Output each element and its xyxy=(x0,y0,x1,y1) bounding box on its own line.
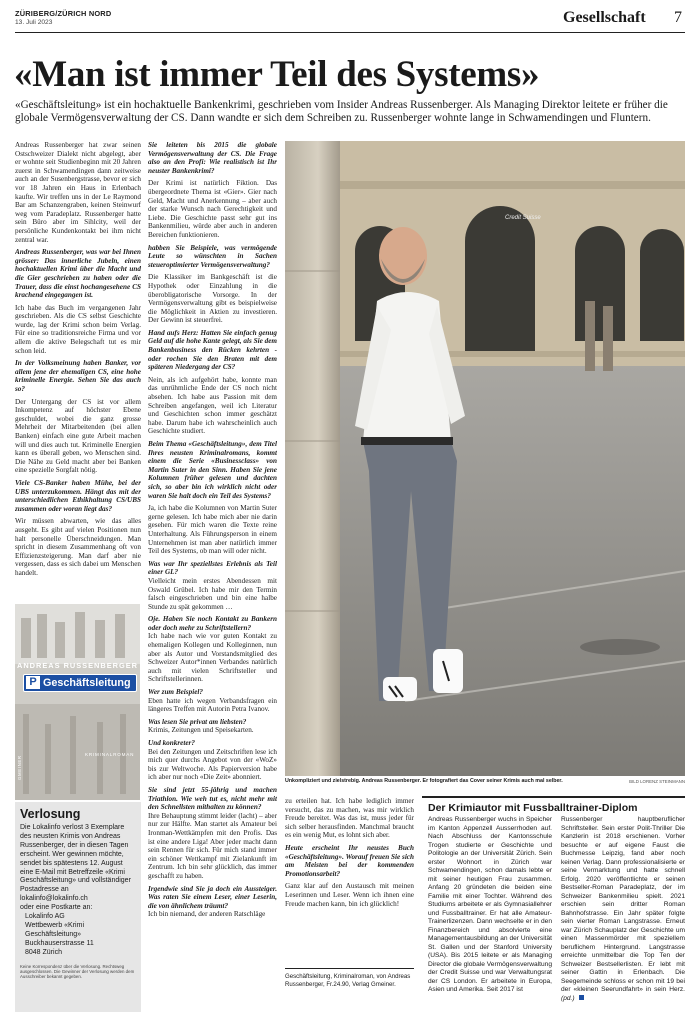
book-genre: KRIMINALROMAN xyxy=(85,752,135,757)
col2-question: Oje. Haben Sie noch Kontakt zu Bankern oder doch mehr zu Schriftstellern? xyxy=(148,615,277,632)
address-line: 8048 Zürich xyxy=(25,948,62,956)
photo-credit: BILD LORENZ STEINMANN xyxy=(629,779,685,784)
col3-question: Heute erscheint Ihr neustes Buch «Geschäftsleitung». Worauf freuen Sie sich am Meisten bei der kommenden Promotionsarbeit? xyxy=(285,843,414,878)
bio-title: Der Krimiautor mit Fussballtrainer-Diplom xyxy=(428,802,638,814)
page-number: 7 xyxy=(674,9,682,26)
headline: «Man ist immer Teil des Systems» xyxy=(14,54,540,95)
book-publisher: GMEINER xyxy=(17,755,22,780)
portrait-photo-illustration xyxy=(285,141,685,776)
col2-question: Beim Thema «Geschäftsleitung», dem Titel Ihres neusten Kriminalromans, kommt einem die Serie «Businessclass» von Martin Suter in den Sinn. Haben Sie jene Kolumnen früher gelesen und dachten sich, so aber bin ich wirklich nicht oder waren Sie halt doch ein Teil des Systems? xyxy=(148,440,277,500)
book-cover-art xyxy=(15,604,140,800)
book-info-divider xyxy=(285,968,414,969)
bio-column-b xyxy=(561,816,685,1016)
book-title-sign xyxy=(23,674,137,692)
article-column-3 xyxy=(285,797,414,967)
col2-question: Irgendwie sind Sie ja doch ein Aussteiger. Was raten Sie einem Leser, einer Leserin, die von ähnlichem träumt? xyxy=(148,884,277,910)
col2-para: Ihre Behauptung stimmt leider (lacht) – aber nur zur Hälfte. Man startet als Amateur bei Ironman-Wettkämpfen mit den Profis. Das ist eine andere Liga! Aber jeder macht dann sein Rennen für sich. Für mich stand immer ein schöner Wettkampf mit Zielankunft im Zentrum. Ich bin sehr glücklich, das immer geschafft zu haben. xyxy=(148,811,277,880)
col2-question: Hand aufs Herz: Hatten Sie einfach genug Geld auf die hohe Kante gelegt, als Sie dem Bankenbusiness den Rücken kehrten - oder rochen Sie den Braten mit dem späteren Niedergang der CS? xyxy=(148,328,277,372)
col2-para: Ich habe nach wie vor guten Kontakt zu ehemaligen Kollegen und Kolleginnen, nun aber als Autor und Vorstandsmitglied des Schweizer Autor*innen Verbandes natürlich auch mit vielen Schriftsteller und Schriftstellerinnen. xyxy=(148,632,277,684)
col1-para: Andreas Russenberger hat zwar seinen Ostschweizer Dialekt nicht abgelegt, aber er wohnte seit Studienbeginn mit 20 Jahren zuerst in Schwamendingen dann zeitweise auch an der Susenbergstrasse, bevor er sich vor 18 Jahren ein Haus in Erlenbach kaufte. Wir treffen uns in der Le Raymond Bar am Schanzengraben, keinen Steinwurf weg vom Paradeplatz. Russenberger hatte sein Büro aber im Sihlcity, weil der persönliche Kundenkontakt bei ihm nicht zentral war. xyxy=(15,141,141,244)
col2-question: Was lesen Sie privat am liebsten? xyxy=(148,717,247,726)
col2-question: Sie sind jetzt 55-jährig und machen Triathlon. Wie weh tut es, nicht mehr mit den Schnellsten mithalten zu können? xyxy=(148,785,277,812)
bio-top-rule xyxy=(422,796,685,798)
col2-question: Wer zum Beispiel? xyxy=(148,688,203,697)
bio-signature: (pd.) xyxy=(561,994,575,1002)
col2-question: Sie leiteten bis 2015 die globale Vermögensverwaltung der CS. Die Frage also an den Profi: Wie realistisch ist Ihr neuster Bankenkrimi? xyxy=(148,141,277,175)
lead-text: «Geschäftsleitung» ist ein hochaktuelle Bankenkrimi, geschrieben vom Insider Andreas Russenberger. Als Managing Direktor leitete er früher die globale Vermögensverwaltung der CS. Dann wandte er sich dem Schreiben zu. Russenberger wohnte lange in Schwamendingen und Fluntern. xyxy=(15,99,668,124)
col2-para: Vielleicht mein erstes Abendessen mit Oswald Grübel. Ich habe mir den Termin falsch eingeschrieben und bin eine halbe Stunde zu spät gekommen … xyxy=(148,576,277,611)
col2-question: Was war Ihr speziellstes Erlebnis als Teil einer GL? xyxy=(148,559,277,577)
header-divider xyxy=(15,32,685,33)
address-line: Lokalinfo AG xyxy=(25,913,65,921)
verlosung-address xyxy=(20,913,136,958)
col3-para: zu erteilen hat. Ich habe lediglich immer versucht, das zu machen, was mir wirklich Freude bereitet. Was das ist, muss jeder für sich selber herausfinden. Manchmal braucht es ein wenig Mut, es lohnt sich aber. xyxy=(285,797,414,840)
col2-para: Krimis, Zeitungen und Speisekarten. xyxy=(148,726,254,735)
bio-column-b-text: Russenberger hauptberuflicher Schriftsteller. Sein erster Polit-Thriller Die Kanzlerin ist 2018 erschienen. Vorher besuchte er auf eigene Faust die Buchmesse Leipzig, fand aber noch keinen Verlag. Dann professionalisierte er seine Vermarktung und hatte schnell Erfolg. 2020 veröffentlichte er seinen Bestseller-Roman Paradeplatz, der im Schweizer Bankenmilieu spielt. 2021 erschien sein dritter Roman Bahnhofstrasse. Ein Jahr später folgte sein vierter Roman Langstrasse. Erneut war Zürich Schauplatz der Geschichte um einen Massenmörder mit speziellem beruflichem Hintergrund. Langstrasse erreichte unmittelbar die Top Ten der Schweizer Bestsellerlisten. Er lebt mit seiner Gattin in Erlenbach. Die Seegemeinde schloss er schon mit 19 bei der «kleinen Seerundfahrt» in sein Herz. xyxy=(561,816,685,993)
photo-caption: Unkompliziert und zielstrebig. Andreas Russenberger. Er fotografiert das Cover seiner Krimis auch mal selber. xyxy=(285,778,563,784)
bio-column-a: Andreas Russenberger wuchs in Speicher im Kanton Appenzell Ausserrhoden auf. Nach Abschluss der Kantonsschule Trogen studierte er Geschichte und Politologie an der Universität Zürich. Sein erster Wohnort in Zürich war Schwamendingen, schon damals lebte er mit seiner heutigen Frau zusammen. Anfang 20 gründeten die beiden eine Familie mit einer Tochter. Während des Studiums arbeitete er als Gymnasiallehrer und Fussballtrainer. Er hat alle Amateur-Trainerlizenzen. Dann wechselte er in den Finanzbereich und absolvierte eine Managementausbildung an der Universität St. Gallen und der Stanford University (USA). Bis 2015 leitete er als Managing Director die globale Vermögensverwaltung der Credit Suisse und war Verwaltungsrat der CS London. Er arbeitete in Europa, Asien und Amerika. Seit 2017 ist xyxy=(428,816,552,993)
parking-sign-icon: P xyxy=(26,676,40,689)
col2-para: Ja, ich habe die Kolumnen von Martin Suter gerne gelesen. Ich habe mich aber nie darin gesehen. Für mich waren die Texte reine Unterhaltung. Als Führungsperson in einem Unternehmen ist man aber natürlich immer Teil des Systems, ob man will oder nicht. xyxy=(148,504,277,556)
address-line: Buckhauserstrasse 11 xyxy=(25,939,94,947)
article-column-1 xyxy=(15,141,141,603)
col1-question: Viele CS-Banker haben Mühe, bei der UBS unterzukommen. Hängt das mit der unterschiedlichen Ethikhaltung CS/UBS zusammen oder woran liegt das? xyxy=(15,478,141,513)
verlosung-title: Verlosung xyxy=(20,807,81,821)
col2-para: Die Klassiker im Bankgeschäft ist die Hypothek oder Einzahlung in die überobligatorische Vorsorge. In der Vermögensverwaltung gibt es beispielweise die Möglichkeit in Aktien zu investieren. Der Gewinn ist steuerfrei. xyxy=(148,273,277,325)
bank-sign: Credit Suisse xyxy=(505,215,541,221)
book-title: Geschäftsleitung xyxy=(43,677,131,689)
verlosung-email[interactable]: lokalinfo@lokalinfo.ch xyxy=(20,895,88,903)
verlosung-post-intro: oder eine Postkarte an: xyxy=(20,904,93,912)
col1-para: Ich habe das Buch im vergangenen Jahr geschrieben. Als die CS selbst Geschichte wurde, lag der Krimi schon beim Verlag. Für eine so traditionsreiche Firma und vor allem die aktive Belegschaft tut es mir schon leid. xyxy=(15,303,141,355)
col2-para: Bei den Zeitungen und Zeitschriften lese ich mich quer durchs Angebot von der «WoZ» bis zur Weltwoche. Als Papierversion habe ich aber nur noch «Die Zeit» abonniert. xyxy=(148,747,277,782)
article-photo xyxy=(285,141,685,776)
col2-para: Eben hatte ich wegen Verbandsfragen ein längeres Treffen mit Autorin Petra Ivanov. xyxy=(148,696,277,714)
col1-para: Der Untergang der CS ist vor allem Inkompetenz auf höchster Ebene geschuldet, wobei die ganz grosse Mehrheit der Mitarbeitenden (bei allen Banken) einfach eine gute Arbeit machen will und dies auch tut. Kriminelle Energien kann es überall geben, wo Menschen sind. Die Nähe zu Geld macht aber bei Banken eine spezielle Sorgfalt nötig. xyxy=(15,397,141,475)
article-column-2 xyxy=(148,141,277,1011)
issue-date: 13. Juli 2023 xyxy=(15,19,53,26)
col2-question: Und konkreter? xyxy=(148,739,195,747)
book-author: ANDREAS RUSSENBERGER xyxy=(16,661,139,670)
end-mark-icon xyxy=(579,995,584,1000)
col2-question: habben Sie Beispiele, was vermögende Leute so wünschten in Sachen steueroptimierter Vermögensverwaltung? xyxy=(148,243,277,269)
verlosung-text: Die Lokalinfo verlost 3 Exemplare des neusten Krimis von Andreas Russenberger, der in diesen Tagen erscheint. Wer gewinnen möchte, sendet bis spätestens 12. August eine E-Mail mit Betreffzeile «Krimi Geschäftsleitung» und vollständiger Postadresse an xyxy=(20,824,131,894)
col1-question: In der Volksmeinung haben Banker, vor allem jene der ehemaligen CS, eine hohe kriminelle Energie. Sehen Sie das auch so? xyxy=(15,359,141,394)
verlosung-box xyxy=(15,802,141,1012)
section-label: ZÜRIBERG/ZÜRICH NORD xyxy=(15,9,112,18)
col1-para: Wir müssen abwarten, wie das alles ausgeht. Es gibt auf vielen Positionen nun halt personelle Überschneidungen. Man spricht in diesem Zusammenhang oft von Effizienzsteigerung. Man darf aber nie vergessen, dass es sich dabei um Menschen handelt. xyxy=(15,517,141,577)
verlosung-fine-print: Keine Korrespondenz über die Verlosung. Rechtsweg ausgeschlossen. Die Gewinner der Verlosung werden dem Ausschreiber bekannt gegeben. xyxy=(20,963,135,979)
book-info: Geschäftsleitung, Kriminalroman, von Andreas Russenberger, Fr.24.90, Verlag Gmeiner. xyxy=(285,973,411,988)
col2-para: Ich bin niemand, der anderen Ratschläge xyxy=(148,910,266,919)
book-cover xyxy=(15,604,140,800)
col2-para: Nein, als ich aufgehört habe, konnte man das unrühmliche Ende der CS noch nicht absehen. Ich habe aus Passion mit dem Schreiben angefangen, weil ich Literatur und Geschichten schon immer geschätzt habe. Darum habe ich wahrscheinlich auch Geschichte studiert. xyxy=(148,375,277,436)
col3-para: Ganz klar auf den Austausch mit meinen Leserinnen und Leser. Wenn ich ihnen eine Freude machen kann, bin ich glücklich! xyxy=(285,882,414,908)
section-title: Gesellschaft xyxy=(563,9,646,26)
address-line: Wettbewerb «Krimi Geschäftsleitung» xyxy=(25,921,85,938)
col1-question: Andreas Russenberger, was war bei Ihnen grösser: Das innerliche Jubeln, einen hochaktuellen Krimi über die Macht und die Gier geschrieben zu haben oder die Trauer, dass die einst hochangesehene CS krachend eingegangen ist. xyxy=(15,248,141,300)
col2-para: Der Krimi ist natürlich Fiktion. Das übergeordnete Thema ist «Gier». Gier nach Geld, Macht und Anerkennung – aber auch der starke Wunsch nach Gerechtigkeit und Liebe. Die Geschichte passt sehr gut ins Bankenmilieu, würde aber auch in anderen Bereichen funktionieren. xyxy=(148,179,277,239)
